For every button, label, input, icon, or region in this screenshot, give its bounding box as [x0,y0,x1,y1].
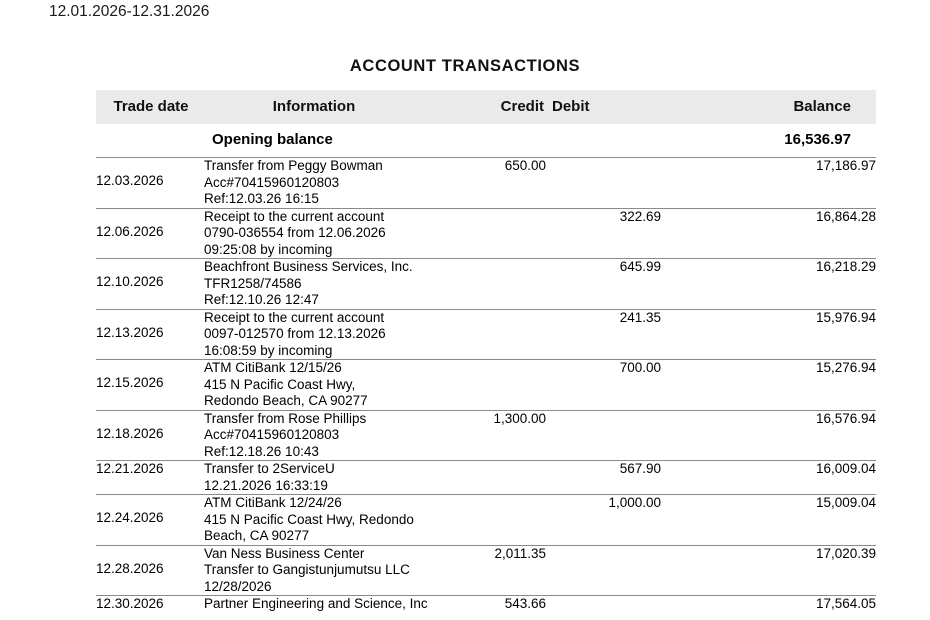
information-line: Redondo Beach, CA 90277 [204,393,368,408]
cell-information [204,158,424,209]
cell-balance: 16,218.29 [815,259,876,274]
table-row [96,158,876,209]
cell-debit [546,158,661,209]
page-title: ACCOUNT TRANSACTIONS [349,57,581,75]
cell-trade-date: 12.28.2026 [96,560,164,576]
information-line: Van Ness Business Center [204,545,365,561]
cell-trade-date: 12.24.2026 [96,510,164,525]
cell-debit [546,410,661,461]
cell-debit: 645.99 [619,259,661,274]
cell-information [204,410,424,461]
cell-debit: 1,000.00 [608,495,661,510]
cell-information [204,309,424,360]
cell-credit: 543.66 [504,596,546,611]
cell-information [204,461,424,495]
opening-balance-row [96,124,876,158]
opening-balance-amount: 16,536.97 [784,131,851,148]
information-line: Acc#70415960120803 [204,174,340,190]
opening-balance-date-cell [96,124,204,158]
cell-balance: 16,576.94 [815,410,876,426]
column-header-balance: Balance [661,90,876,124]
table-row [96,596,876,613]
information-line: Receipt to the current account [204,208,385,224]
table-row [96,259,876,310]
cell-trade-date: 12.06.2026 [96,223,164,239]
table-row [96,461,876,495]
cell-trade-date: 12.18.2026 [96,425,164,441]
table-row [96,545,876,596]
cell-trade-date: 12.30.2026 [96,596,164,611]
cell-balance: 16,864.28 [815,208,876,224]
information-line: 12.21.2026 16:33:19 [204,477,328,493]
table-header-row [96,90,876,124]
cell-trade-date: 12.03.2026 [96,173,164,188]
cell-information [204,360,424,411]
transactions-table-wrapper [96,90,876,613]
cell-balance: 17,020.39 [815,545,876,561]
information-line: 09:25:08 by incoming [204,241,333,257]
information-line: Transfer from Rose Phillips [204,410,367,426]
opening-balance-debit-cell [546,124,661,158]
cell-credit [424,360,546,411]
cell-debit [546,596,661,613]
cell-credit [424,461,546,495]
cell-balance: 15,009.04 [815,495,876,510]
cell-balance: 17,186.97 [815,158,876,173]
cell-debit: 700.00 [619,360,661,375]
information-line: Beach, CA 90277 [204,528,310,543]
cell-trade-date: 12.10.2026 [96,274,164,289]
column-header-debit: Debit [546,90,661,124]
information-line: ATM CitiBank 12/15/26 [204,360,342,375]
cell-credit [424,259,546,310]
cell-debit: 567.90 [619,461,661,476]
column-header-credit: Credit [424,90,546,124]
cell-credit: 2,011.35 [494,545,546,561]
information-line: ATM CitiBank 12/24/26 [204,495,342,510]
cell-balance: 17,564.05 [815,596,876,611]
cell-credit: 650.00 [504,158,546,173]
transactions-rows [96,158,876,613]
transactions-table [96,90,876,613]
cell-credit [424,309,546,360]
information-line: 415 N Pacific Coast Hwy, [204,376,356,392]
information-line: 12/28/2026 [204,578,272,594]
cell-information [204,596,428,613]
information-line: Ref:12.03.26 16:15 [204,191,319,206]
information-line: Partner Engineering and Science, Inc [204,596,428,611]
information-line: 0790-036554 from 12.06.2026 [204,225,386,240]
cell-debit [546,545,661,596]
cell-trade-date: 12.21.2026 [96,461,164,476]
cell-balance: 15,976.94 [815,309,876,325]
information-line: Acc#70415960120803 [204,427,340,442]
cell-information [204,495,424,546]
opening-balance-credit-cell [424,124,546,158]
statement-period: 12.01.2026-12.31.2026 [49,3,210,20]
cell-trade-date: 12.13.2026 [96,324,164,340]
table-row [96,309,876,360]
opening-balance-section [96,124,876,158]
table-row [96,360,876,411]
cell-information [204,545,424,596]
cell-information [204,259,424,310]
column-header-information: Information [204,90,424,124]
information-line: 0097-012570 from 12.13.2026 [204,326,386,341]
cell-balance: 15,276.94 [815,360,876,375]
column-header-trade-date: Trade date [96,90,204,124]
table-row [96,410,876,461]
cell-credit: 1,300.00 [493,410,546,426]
information-line: TFR1258/74586 [204,275,302,291]
information-line: Receipt to the current account [204,309,385,325]
information-line: Beachfront Business Services, Inc. [204,259,413,274]
cell-information [204,208,424,259]
information-line: Ref:12.18.26 10:43 [204,443,319,459]
information-line: Transfer to Gangistunjumutsu LLC [204,562,410,577]
cell-trade-date: 12.15.2026 [96,375,164,390]
information-line: 415 N Pacific Coast Hwy, Redondo [204,511,414,527]
cell-credit [424,208,546,259]
table-row [96,208,876,259]
opening-balance-label: Opening balance [212,131,333,148]
information-line: Transfer to 2ServiceU [204,461,335,476]
cell-debit: 322.69 [619,208,661,224]
cell-balance: 16,009.04 [815,461,876,476]
information-line: Ref:12.10.26 12:47 [204,292,319,307]
information-line: Transfer from Peggy Bowman [204,158,383,173]
cell-credit [424,495,546,546]
information-line: 16:08:59 by incoming [204,342,333,358]
cell-debit: 241.35 [619,309,661,325]
table-row [96,495,876,546]
table-header [96,90,876,124]
